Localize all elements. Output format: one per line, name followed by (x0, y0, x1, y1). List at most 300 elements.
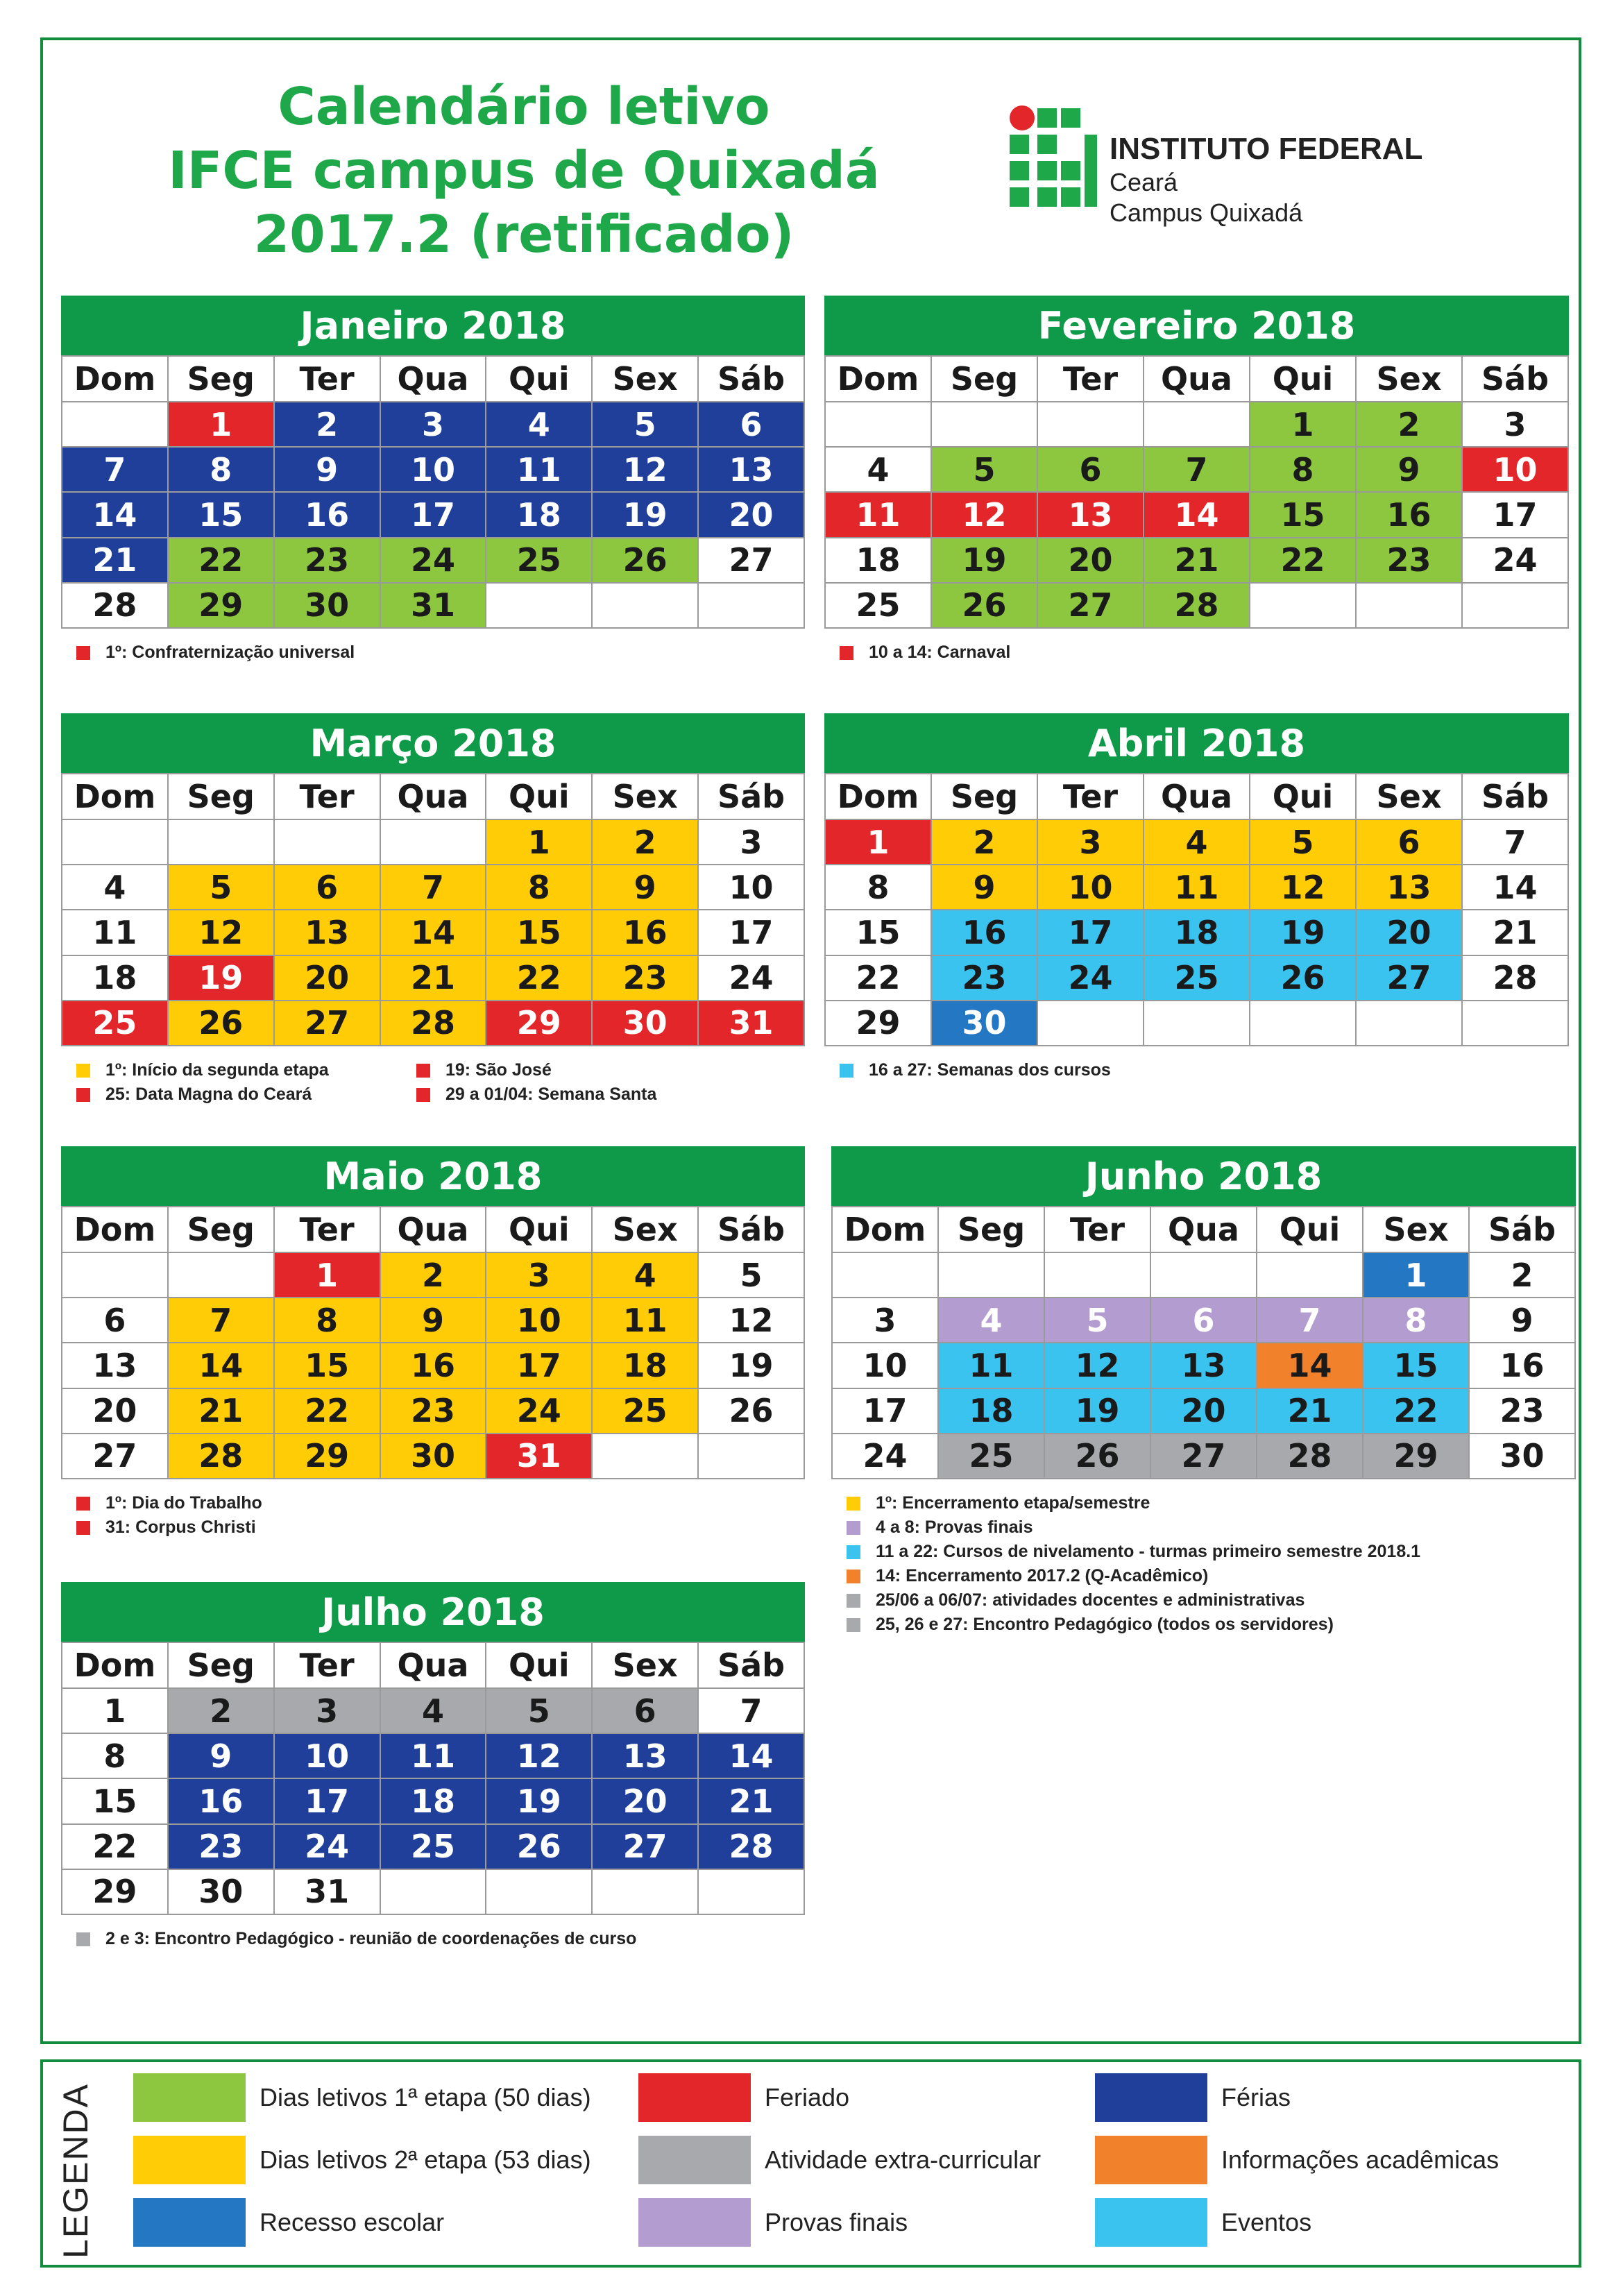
weekday-header: Qui (486, 356, 592, 402)
legend-label: Férias (1221, 2083, 1291, 2111)
day-cell: 5 (592, 402, 698, 447)
week-row (62, 583, 804, 628)
weekday-header: Seg (168, 356, 274, 402)
day-cell: 29 (62, 1869, 168, 1914)
weekday-header: Qui (1257, 1207, 1363, 1252)
note-text: 25/06 a 06/07: atividades docentes e administrativas (876, 1590, 1305, 1610)
weekday-header: Seg (931, 356, 1037, 402)
day-cell: 17 (1462, 492, 1568, 537)
legend-swatch (638, 2136, 751, 2184)
month-grid (824, 355, 1569, 629)
week-row (825, 955, 1568, 1001)
note-text: 1º: Dia do Trabalho (105, 1493, 262, 1513)
week-row (832, 1343, 1575, 1388)
day-cell: 10 (1037, 865, 1144, 910)
empty-day-cell (274, 819, 380, 865)
day-cell: 20 (62, 1388, 168, 1434)
day-cell: 8 (168, 447, 274, 492)
day-cell: 18 (938, 1388, 1044, 1434)
weekday-header: Sáb (1469, 1207, 1575, 1252)
day-cell: 6 (1037, 447, 1144, 492)
day-cell: 14 (1462, 865, 1568, 910)
title-line-1: Calendário letivo (278, 77, 770, 137)
weekday-header: Dom (825, 356, 931, 402)
day-cell: 23 (931, 955, 1037, 1001)
empty-day-cell (1462, 583, 1568, 628)
day-cell: 28 (62, 583, 168, 628)
month-grid (824, 773, 1569, 1046)
day-cell: 6 (592, 1688, 698, 1733)
empty-day-cell (62, 1252, 168, 1298)
day-cell: 4 (380, 1688, 486, 1733)
day-cell: 10 (380, 447, 486, 492)
day-cell: 16 (1356, 492, 1462, 537)
day-cell: 23 (274, 538, 380, 583)
day-cell: 18 (486, 492, 592, 537)
day-cell: 12 (168, 910, 274, 955)
week-row (62, 1001, 804, 1046)
month-title: Março 2018 (61, 713, 805, 773)
day-cell: 19 (592, 492, 698, 537)
empty-day-cell (938, 1252, 1044, 1298)
empty-day-cell (698, 1869, 804, 1914)
day-cell: 15 (1250, 492, 1356, 537)
day-cell: 21 (698, 1778, 804, 1823)
day-cell: 27 (1356, 955, 1462, 1001)
note-color-swatch (847, 1545, 860, 1559)
day-cell: 21 (380, 955, 486, 1001)
day-cell: 24 (698, 955, 804, 1001)
day-cell: 17 (698, 910, 804, 955)
day-cell: 9 (274, 447, 380, 492)
month-note (847, 1542, 1420, 1562)
day-cell: 19 (486, 1778, 592, 1823)
weekday-header: Ter (274, 774, 380, 819)
day-cell: 20 (698, 492, 804, 537)
day-cell: 23 (168, 1824, 274, 1869)
note-text: 19: São José (445, 1060, 552, 1080)
day-cell: 28 (380, 1001, 486, 1046)
month-note (76, 1517, 256, 1538)
day-cell: 4 (1144, 819, 1250, 865)
day-cell: 24 (274, 1824, 380, 1869)
month-grid (831, 1206, 1576, 1479)
day-cell: 28 (1462, 955, 1568, 1001)
week-row (62, 1733, 804, 1778)
day-cell: 18 (592, 1343, 698, 1388)
week-row (832, 1434, 1575, 1479)
week-row (832, 1388, 1575, 1434)
day-cell: 25 (380, 1824, 486, 1869)
weekday-header: Qua (1144, 356, 1250, 402)
day-cell: 9 (1469, 1298, 1575, 1343)
day-cell: 28 (1144, 583, 1250, 628)
empty-day-cell (1150, 1252, 1257, 1298)
weekday-header-row (62, 774, 804, 819)
weekday-header: Sex (592, 356, 698, 402)
week-row (62, 1869, 804, 1914)
month-note (76, 1493, 262, 1513)
day-cell: 5 (1044, 1298, 1150, 1343)
note-color-swatch (847, 1594, 860, 1608)
day-cell: 19 (1044, 1388, 1150, 1434)
logo-square-icon (1037, 135, 1057, 154)
note-text: 31: Corpus Christi (105, 1517, 256, 1537)
month-grid (61, 1642, 805, 1915)
day-cell: 10 (1462, 447, 1568, 492)
day-cell: 2 (931, 819, 1037, 865)
week-row (62, 1434, 804, 1479)
day-cell: 22 (486, 955, 592, 1001)
note-text: 25: Data Magna do Ceará (105, 1085, 312, 1104)
week-row (62, 1252, 804, 1298)
note-color-swatch (76, 1497, 90, 1511)
weekday-header: Sáb (1462, 356, 1568, 402)
empty-day-cell (592, 1869, 698, 1914)
day-cell: 7 (168, 1298, 274, 1343)
week-row (62, 865, 804, 910)
empty-day-cell (1144, 402, 1250, 447)
legend-swatch (638, 2073, 751, 2122)
legend-label: Provas finais (765, 2208, 908, 2236)
day-cell: 9 (931, 865, 1037, 910)
weekday-header: Sex (592, 774, 698, 819)
day-cell: 5 (698, 1252, 804, 1298)
day-cell: 27 (592, 1824, 698, 1869)
note-text: 14: Encerramento 2017.2 (Q-Acadêmico) (876, 1566, 1209, 1585)
day-cell: 31 (698, 1001, 804, 1046)
day-cell: 15 (825, 910, 931, 955)
legend-label: Dias letivos 2ª etapa (53 dias) (260, 2145, 591, 2174)
empty-day-cell (486, 583, 592, 628)
note-text: 10 a 14: Carnaval (869, 643, 1011, 662)
empty-day-cell (1037, 1001, 1144, 1046)
week-row (832, 1298, 1575, 1343)
weekday-header: Dom (832, 1207, 938, 1252)
day-cell: 2 (1469, 1252, 1575, 1298)
day-cell: 14 (1257, 1343, 1363, 1388)
day-cell: 2 (1356, 402, 1462, 447)
legend-label: Feriado (765, 2083, 850, 2111)
weekday-header: Dom (825, 774, 931, 819)
month-note (76, 1929, 636, 1949)
legend-swatch (1095, 2073, 1207, 2122)
weekday-header: Qua (380, 1207, 486, 1252)
logo-square-icon (1061, 108, 1080, 128)
month-note (76, 1060, 329, 1080)
week-row (825, 1001, 1568, 1046)
day-cell: 12 (931, 492, 1037, 537)
weekday-header-row (62, 1642, 804, 1688)
weekday-header: Seg (168, 774, 274, 819)
week-row (825, 865, 1568, 910)
day-cell: 21 (168, 1388, 274, 1434)
weekday-header: Qui (486, 1642, 592, 1688)
day-cell: 13 (1356, 865, 1462, 910)
weekday-header: Seg (168, 1207, 274, 1252)
week-row (825, 819, 1568, 865)
day-cell: 28 (1257, 1434, 1363, 1479)
logo-square-icon (1010, 187, 1029, 207)
logo-bar-icon (1085, 135, 1097, 207)
empty-day-cell (931, 402, 1037, 447)
day-cell: 19 (1250, 910, 1356, 955)
day-cell: 18 (62, 955, 168, 1001)
weekday-header: Dom (62, 1642, 168, 1688)
weekday-header: Sex (1356, 356, 1462, 402)
note-color-swatch (847, 1497, 860, 1511)
weekday-header: Sáb (698, 1642, 804, 1688)
day-cell: 16 (1469, 1343, 1575, 1388)
month-note (840, 643, 1010, 663)
day-cell: 2 (380, 1252, 486, 1298)
empty-day-cell (380, 1869, 486, 1914)
empty-day-cell (1044, 1252, 1150, 1298)
weekday-header: Sáb (698, 1207, 804, 1252)
weekday-header: Qua (1144, 774, 1250, 819)
weekday-header: Sex (1356, 774, 1462, 819)
logo-square-icon (1037, 187, 1057, 207)
day-cell: 27 (1037, 583, 1144, 628)
logo-campus: Campus Quixadá (1110, 198, 1303, 227)
month-grid (61, 773, 805, 1046)
day-cell: 7 (1144, 447, 1250, 492)
empty-day-cell (1144, 1001, 1250, 1046)
weekday-header: Ter (1044, 1207, 1150, 1252)
month-note (416, 1060, 552, 1080)
day-cell: 11 (380, 1733, 486, 1778)
empty-day-cell (1037, 402, 1144, 447)
day-cell: 26 (698, 1388, 804, 1434)
day-cell: 9 (592, 865, 698, 910)
day-cell: 20 (1356, 910, 1462, 955)
day-cell: 14 (168, 1343, 274, 1388)
day-cell: 1 (168, 402, 274, 447)
day-cell: 14 (380, 910, 486, 955)
weekday-header-row (825, 356, 1568, 402)
day-cell: 14 (62, 492, 168, 537)
day-cell: 4 (938, 1298, 1044, 1343)
day-cell: 3 (486, 1252, 592, 1298)
empty-day-cell (486, 1869, 592, 1914)
day-cell: 29 (168, 583, 274, 628)
day-cell: 6 (274, 865, 380, 910)
day-cell: 20 (274, 955, 380, 1001)
day-cell: 8 (486, 865, 592, 910)
day-cell: 10 (698, 865, 804, 910)
day-cell: 24 (486, 1388, 592, 1434)
weekday-header-row (832, 1207, 1575, 1252)
week-row (62, 1298, 804, 1343)
note-color-swatch (847, 1570, 860, 1583)
month-title: Fevereiro 2018 (824, 296, 1569, 355)
legend-label: Recesso escolar (260, 2208, 445, 2236)
weekday-header: Qua (1150, 1207, 1257, 1252)
day-cell: 9 (380, 1298, 486, 1343)
day-cell: 1 (274, 1252, 380, 1298)
day-cell: 29 (274, 1434, 380, 1479)
day-cell: 24 (1462, 538, 1568, 583)
day-cell: 3 (1462, 402, 1568, 447)
day-cell: 21 (1462, 910, 1568, 955)
day-cell: 12 (1044, 1343, 1150, 1388)
day-cell: 24 (832, 1434, 938, 1479)
day-cell: 15 (486, 910, 592, 955)
day-cell: 6 (1150, 1298, 1257, 1343)
day-cell: 12 (1250, 865, 1356, 910)
week-row (62, 538, 804, 583)
day-cell: 25 (825, 583, 931, 628)
day-cell: 11 (592, 1298, 698, 1343)
note-color-swatch (76, 1521, 90, 1535)
week-row (62, 819, 804, 865)
day-cell: 2 (274, 402, 380, 447)
day-cell: 5 (486, 1688, 592, 1733)
month-title: Junho 2018 (831, 1146, 1576, 1206)
day-cell: 15 (1363, 1343, 1469, 1388)
weekday-header: Qua (380, 774, 486, 819)
day-cell: 21 (1257, 1388, 1363, 1434)
title-line-3: 2017.2 (retificado) (253, 205, 794, 264)
week-row (62, 1343, 804, 1388)
logo-square-icon (1037, 108, 1057, 128)
month-note (847, 1566, 1208, 1586)
empty-day-cell (1356, 583, 1462, 628)
day-cell: 17 (486, 1343, 592, 1388)
day-cell: 12 (486, 1733, 592, 1778)
note-color-swatch (840, 1064, 853, 1078)
day-cell: 3 (698, 819, 804, 865)
note-text: 4 a 8: Provas finais (876, 1517, 1033, 1537)
legend-swatch (1095, 2198, 1207, 2247)
empty-day-cell (592, 583, 698, 628)
day-cell: 8 (825, 865, 931, 910)
weekday-header: Qui (486, 774, 592, 819)
day-cell: 16 (592, 910, 698, 955)
day-cell: 13 (1150, 1343, 1257, 1388)
day-cell: 27 (1150, 1434, 1257, 1479)
week-row (825, 910, 1568, 955)
weekday-header-row (62, 1207, 804, 1252)
logo-institute-name: INSTITUTO FEDERAL (1110, 132, 1423, 166)
month-note (847, 1517, 1033, 1538)
week-row (825, 538, 1568, 583)
weekday-header: Sáb (698, 774, 804, 819)
day-cell: 7 (698, 1688, 804, 1733)
day-cell: 21 (1144, 538, 1250, 583)
empty-day-cell (825, 402, 931, 447)
day-cell: 25 (62, 1001, 168, 1046)
day-cell: 10 (486, 1298, 592, 1343)
day-cell: 15 (168, 492, 274, 537)
empty-day-cell (380, 819, 486, 865)
logo-red-dot-icon (1010, 105, 1035, 130)
day-cell: 27 (698, 538, 804, 583)
month-grid (61, 1206, 805, 1479)
note-color-swatch (840, 646, 853, 660)
day-cell: 18 (825, 538, 931, 583)
day-cell: 20 (1150, 1388, 1257, 1434)
week-row (62, 1778, 804, 1823)
day-cell: 1 (825, 819, 931, 865)
day-cell: 16 (168, 1778, 274, 1823)
logo-square-icon (1010, 135, 1029, 154)
day-cell: 19 (698, 1343, 804, 1388)
day-cell: 26 (1044, 1434, 1150, 1479)
month-title: Janeiro 2018 (61, 296, 805, 355)
month-note (76, 643, 355, 663)
day-cell: 4 (486, 402, 592, 447)
day-cell: 1 (1363, 1252, 1469, 1298)
week-row (832, 1252, 1575, 1298)
day-cell: 4 (825, 447, 931, 492)
month-grid (61, 355, 805, 629)
note-color-swatch (847, 1618, 860, 1632)
day-cell: 22 (274, 1388, 380, 1434)
note-text: 25, 26 e 27: Encontro Pedagógico (todos os servidores) (876, 1615, 1334, 1634)
empty-day-cell (1257, 1252, 1363, 1298)
weekday-header: Ter (1037, 774, 1144, 819)
day-cell: 3 (274, 1688, 380, 1733)
month-note (76, 1085, 312, 1105)
note-color-swatch (416, 1064, 430, 1078)
day-cell: 7 (380, 865, 486, 910)
day-cell: 13 (1037, 492, 1144, 537)
day-cell: 8 (274, 1298, 380, 1343)
day-cell: 1 (62, 1688, 168, 1733)
day-cell: 13 (62, 1343, 168, 1388)
day-cell: 5 (1250, 819, 1356, 865)
day-cell: 16 (931, 910, 1037, 955)
week-row (825, 402, 1568, 447)
empty-day-cell (1250, 583, 1356, 628)
day-cell: 30 (931, 1001, 1037, 1046)
week-row (825, 583, 1568, 628)
empty-day-cell (62, 819, 168, 865)
day-cell: 6 (1356, 819, 1462, 865)
month-title: Julho 2018 (61, 1582, 805, 1642)
day-cell: 5 (168, 865, 274, 910)
day-cell: 9 (168, 1733, 274, 1778)
day-cell: 22 (168, 538, 274, 583)
legend-label: Dias letivos 1ª etapa (50 dias) (260, 2083, 591, 2111)
day-cell: 25 (486, 538, 592, 583)
empty-day-cell (698, 1434, 804, 1479)
day-cell: 14 (1144, 492, 1250, 537)
day-cell: 4 (592, 1252, 698, 1298)
weekday-header: Sex (592, 1642, 698, 1688)
day-cell: 2 (592, 819, 698, 865)
weekday-header: Qua (380, 356, 486, 402)
day-cell: 30 (592, 1001, 698, 1046)
week-row (62, 1388, 804, 1434)
legend-label: Atividade extra-curricular (765, 2145, 1042, 2174)
logo-square-icon (1061, 161, 1080, 180)
month-note (416, 1085, 656, 1105)
day-cell: 26 (592, 538, 698, 583)
logo-square-icon (1037, 161, 1057, 180)
note-text: 11 a 22: Cursos de nivelamento - turmas primeiro semestre 2018.1 (876, 1542, 1421, 1561)
day-cell: 19 (168, 955, 274, 1001)
day-cell: 20 (592, 1778, 698, 1823)
empty-day-cell (1356, 1001, 1462, 1046)
day-cell: 13 (698, 447, 804, 492)
day-cell: 24 (1037, 955, 1144, 1001)
day-cell: 11 (825, 492, 931, 537)
legend-swatch (133, 2073, 246, 2122)
day-cell: 8 (1363, 1298, 1469, 1343)
note-color-swatch (416, 1088, 430, 1102)
